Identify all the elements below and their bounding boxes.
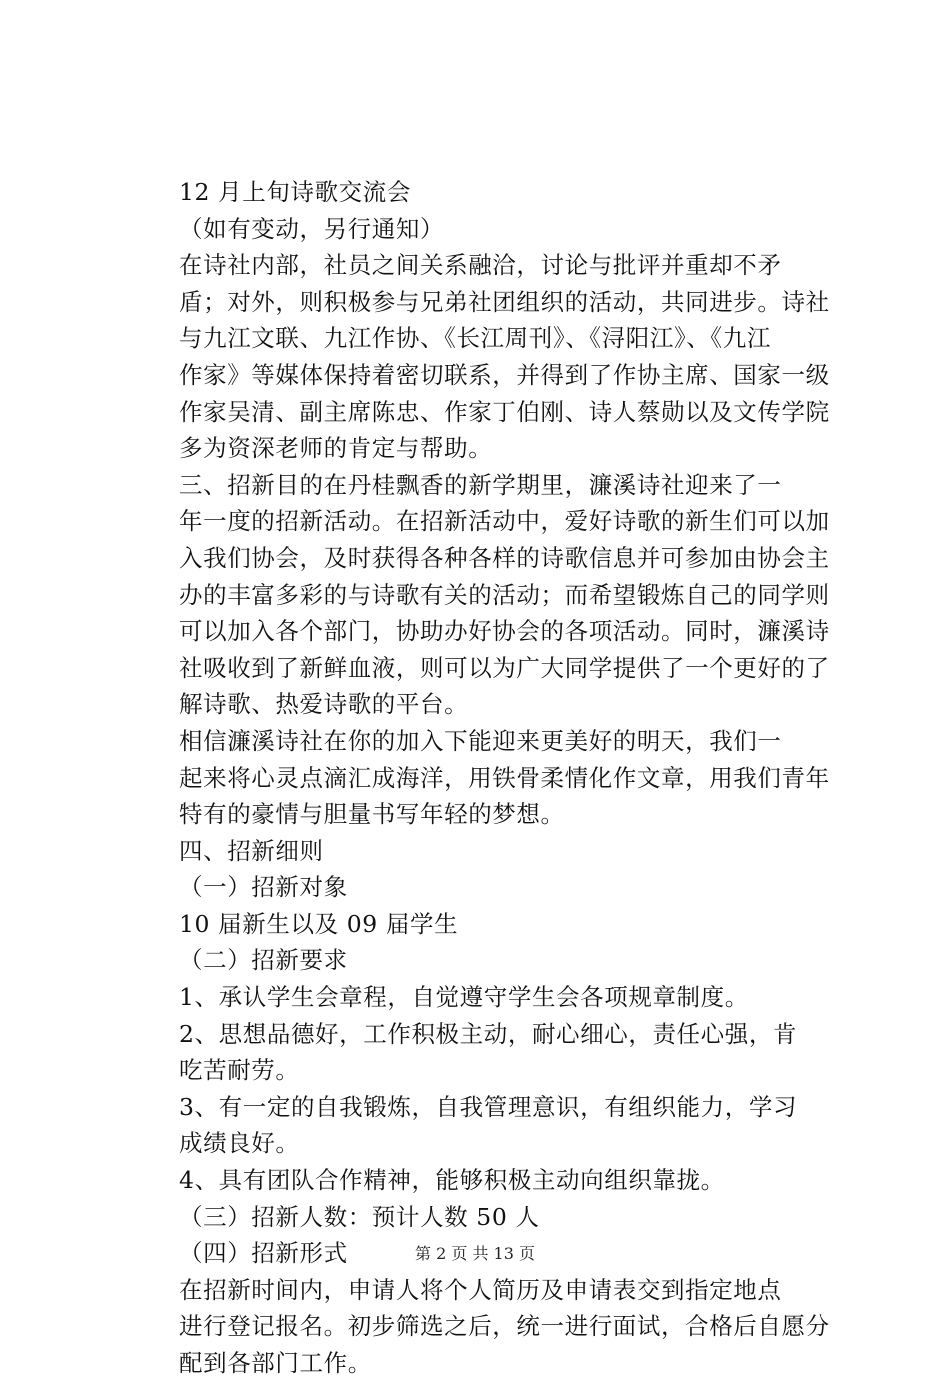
text-line: 4、具有团队合作精神，能够积极主动向组织靠拢。 bbox=[179, 1166, 725, 1195]
text-line: 1、承认学生会章程，自觉遵守学生会各项规章制度。 bbox=[179, 983, 749, 1012]
paragraph bbox=[132, 1272, 832, 1382]
text-line: 特有的豪情与胆量书写年轻的梦想。 bbox=[179, 800, 565, 829]
paragraph bbox=[132, 467, 832, 723]
paragraph bbox=[132, 833, 832, 870]
text-line: 相信濂溪诗社在你的加入下能迎来更美好的明天，我们一 bbox=[179, 726, 782, 755]
paragraph bbox=[132, 979, 832, 1016]
paragraph bbox=[132, 723, 832, 833]
paragraph bbox=[132, 942, 832, 979]
text-line: 年一度的招新活动。在招新活动中，爱好诗歌的新生们可以加 bbox=[179, 507, 830, 536]
text-line: （三）招新人数：预计人数 50 人 bbox=[179, 1202, 540, 1231]
text-line: 四、招新细则 bbox=[179, 836, 324, 865]
text-line: 多为资深老师的肯定与帮助。 bbox=[179, 434, 493, 463]
text-line: 社吸收到了新鲜血液，则可以为广大同学提供了一个更好的了 bbox=[179, 653, 830, 682]
text-line: 起来将心灵点滴汇成海洋，用铁骨柔情化作文章，用我们青年 bbox=[179, 763, 830, 792]
text-line: 作家》等媒体保持着密切联系，并得到了作协主席、国家一级 bbox=[179, 360, 830, 389]
text-line: （一）招新对象 bbox=[179, 873, 348, 902]
paragraph bbox=[132, 174, 832, 211]
text-line: 进行登记报名。初步筛选之后，统一进行面试，合格后自愿分 bbox=[179, 1312, 830, 1341]
paragraph bbox=[132, 211, 832, 248]
text-line: 入我们协会，及时获得各种各样的诗歌信息并可参加由协会主 bbox=[179, 543, 830, 572]
text-line: 在招新时间内，申请人将个人简历及申请表交到指定地点 bbox=[179, 1275, 782, 1304]
text-line: （二）招新要求 bbox=[179, 946, 348, 975]
paragraph bbox=[132, 1199, 832, 1236]
text-line: 2、思想品德好，工作积极主动，耐心细心，责任心强，肯 bbox=[179, 1019, 798, 1048]
text-line: 在诗社内部，社员之间关系融洽，讨论与批评并重却不矛 bbox=[179, 251, 782, 280]
text-line: 12 月上旬诗歌交流会 bbox=[179, 178, 411, 206]
page-footer: 第 2 页 共 13 页 bbox=[415, 1244, 535, 1263]
paragraph bbox=[132, 906, 832, 943]
text-line: （四）招新形式 bbox=[179, 1239, 348, 1268]
text-line: 与九江文联、九江作协、《长江周刊》、《浔阳江》、《九江 bbox=[179, 324, 771, 353]
text-line: 可以加入各个部门，协助办好协会的各项活动。同时，濂溪诗 bbox=[179, 617, 830, 646]
paragraph bbox=[132, 247, 832, 467]
text-line: （如有变动，另行通知） bbox=[179, 214, 445, 243]
text-line: 配到各部门工作。 bbox=[179, 1349, 372, 1377]
text-line: 解诗歌、热爱诗歌的平台。 bbox=[179, 690, 469, 719]
text-line: 盾；对外，则积极参与兄弟社团组织的活动，共同进步。诗社 bbox=[179, 287, 830, 316]
text-line: 办的丰富多彩的与诗歌有关的活动；而希望锻炼自己的同学则 bbox=[179, 580, 830, 609]
text-line: 10 届新生以及 09 届学生 bbox=[179, 909, 459, 938]
text-line: 成绩良好。 bbox=[179, 1129, 300, 1158]
paragraph bbox=[132, 869, 832, 906]
text-line: 吃苦耐劳。 bbox=[179, 1056, 300, 1085]
paragraph bbox=[132, 1162, 832, 1199]
text-line: 作家吴清、副主席陈忠、作家丁伯刚、诗人蔡勋以及文传学院 bbox=[179, 397, 830, 426]
document-body bbox=[132, 174, 832, 1382]
paragraph bbox=[132, 1016, 832, 1089]
text-line: 3、有一定的自我锻炼，自我管理意识，有组织能力，学习 bbox=[179, 1092, 798, 1121]
text-line: 三、招新目的在丹桂飘香的新学期里，濂溪诗社迎来了一 bbox=[179, 470, 782, 499]
paragraph bbox=[132, 1089, 832, 1162]
